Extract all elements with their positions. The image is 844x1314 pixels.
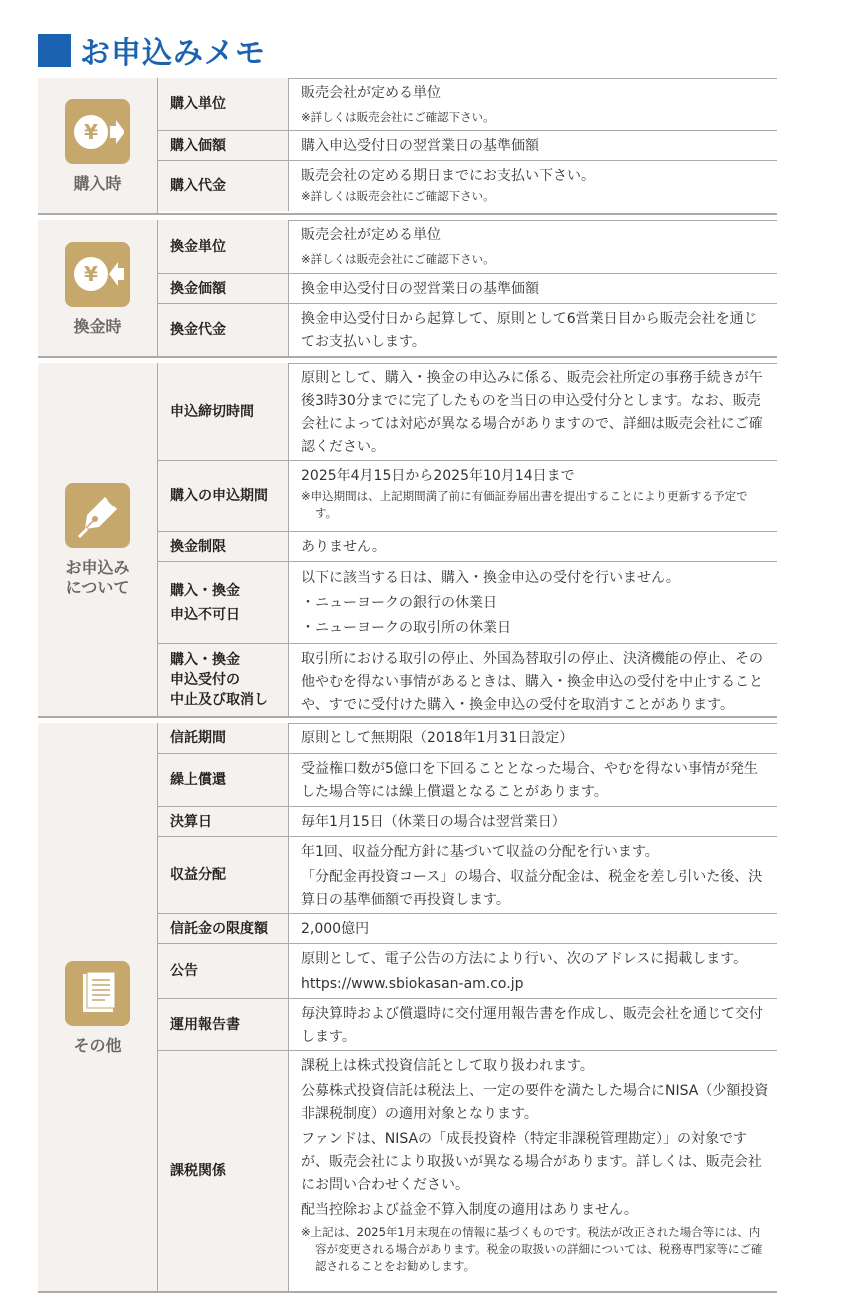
row-label: 換金制限 bbox=[158, 532, 289, 561]
table-row bbox=[158, 644, 777, 716]
row-label: 申込締切時間 bbox=[158, 363, 289, 460]
row-value: 換金申込受付日から起算して、原則として6営業日目から販売会社を通じてお支払いします。 bbox=[301, 311, 758, 350]
table-row bbox=[158, 914, 777, 944]
table-row bbox=[158, 363, 777, 461]
page-title: お申込みメモ bbox=[80, 36, 266, 71]
table-row bbox=[158, 131, 777, 161]
row-label: 換金価額 bbox=[158, 274, 289, 303]
svg-text:¥: ¥ bbox=[83, 119, 98, 144]
row-label: 購入単位 bbox=[158, 78, 289, 130]
row-label: 公告 bbox=[158, 944, 289, 998]
table-row bbox=[158, 304, 777, 356]
row-label: 購入・換金 申込不可日 bbox=[158, 562, 289, 643]
redemption-category-label: 換金時 bbox=[73, 316, 122, 336]
row-value: 取引所における取引の停止、外国為替取引の停止、決済機能の停止、その他やむを得ない事情があるときは、購入・換金申込の受付を中止することや、すでに受付けた購入・換金申込の受付を取消すことがあります。 bbox=[301, 651, 763, 713]
purchase-section bbox=[38, 78, 777, 215]
table-row bbox=[158, 944, 777, 999]
row-label: 繰上償還 bbox=[158, 754, 289, 806]
row-value: 販売会社の定める期日までにお支払い下さい。 ※詳しくは販売会社にご確認下さい。 bbox=[301, 168, 595, 203]
application-category bbox=[38, 363, 158, 718]
row-label: 購入・換金 申込受付の 中止及び取消し bbox=[158, 644, 289, 716]
table-row bbox=[158, 723, 777, 754]
row-value: ありません。 bbox=[301, 539, 386, 555]
table-row bbox=[158, 461, 777, 532]
purchase-category-label: 購入時 bbox=[73, 174, 122, 193]
other-category bbox=[38, 723, 158, 1293]
row-value: 課税上は株式投資信託として取り扱われます。 公募株式投資信託は税法上、一定の要件を満たした場合にNISA（少額投資非課税制度）の適用対象となります。 ファンドは、NISAの「成長投資枠（特定非課税管理勘定）」の対象ですが、販売会社により取扱いが異なる場合があります。詳しくは、販売会社にお問い合わせください。 配当控除および益金不算入制度の適用はありません。 ※上記は、2025年1月末現在の情報に基づくものです。税法が改正された場合等には、内容が変更される場合があります。税金の取扱いの詳細については、税務専門家等にご確認されることをお勧めします。 bbox=[301, 1058, 769, 1273]
row-value: 販売会社が定める単位 ※詳しくは販売会社にご確認下さい。 bbox=[301, 85, 495, 124]
redemption-category bbox=[38, 220, 158, 358]
row-label: 信託金の限度額 bbox=[158, 914, 289, 943]
row-label: 購入の申込期間 bbox=[158, 461, 289, 531]
purchase-category bbox=[38, 78, 158, 215]
application-section bbox=[38, 363, 777, 718]
row-label: 信託期間 bbox=[158, 723, 289, 753]
yen-arrow-in-icon bbox=[65, 99, 130, 164]
row-value: 毎決算時および償還時に交付運用報告書を作成し、販売会社を通じて交付します。 bbox=[301, 1006, 763, 1045]
title-marker bbox=[38, 34, 71, 67]
application-category-label: お申込み について bbox=[65, 558, 130, 597]
row-label: 運用報告書 bbox=[158, 999, 289, 1050]
yen-arrow-out-icon bbox=[65, 242, 130, 307]
row-value: 2,000億円 bbox=[301, 921, 370, 937]
website-link[interactable]: https://www.sbiokasan-am.co.jp bbox=[301, 976, 524, 992]
row-label: 換金代金 bbox=[158, 304, 289, 356]
row-label: 購入代金 bbox=[158, 161, 289, 211]
table-row bbox=[158, 220, 777, 274]
other-section bbox=[38, 723, 777, 1293]
row-value: 2025年4月15日から2025年10月14日まで ※申込期間は、上記期間満了前に有価証券届出書を提出することにより更新する予定です。 bbox=[301, 468, 748, 520]
row-label: 購入価額 bbox=[158, 131, 289, 160]
table-row bbox=[158, 161, 777, 211]
row-value: 販売会社が定める単位 ※詳しくは販売会社にご確認下さい。 bbox=[301, 227, 495, 266]
table-row bbox=[158, 754, 777, 807]
table-row bbox=[158, 1051, 777, 1291]
table-row bbox=[158, 807, 777, 837]
row-value: 原則として、電子公告の方法により行い、次のアドレスに掲載します。 https://www.sbiokasan-am.co.jp bbox=[289, 944, 777, 998]
row-label: 課税関係 bbox=[158, 1051, 289, 1291]
row-value: 原則として、購入・換金の申込みに係る、販売会社所定の事務手続きが午後3時30分までに完了したものを当日の申込受付分とします。なお、販売会社によっては対応が異なる場合がありますので、詳細は販売会社にご確認ください。 bbox=[301, 370, 763, 455]
table-row bbox=[158, 274, 777, 304]
other-category-label: その他 bbox=[73, 1035, 122, 1055]
row-value: 受益権口数が5億口を下回ることとなった場合、やむを得ない事情が発生した場合等には繰上償還となることがあります。 bbox=[301, 761, 758, 800]
table-row bbox=[158, 999, 777, 1051]
row-label: 換金単位 bbox=[158, 220, 289, 273]
redemption-section bbox=[38, 220, 777, 358]
row-value: 年1回、収益分配方針に基づいて収益の分配を行います。 「分配金再投資コース」の場合、収益分配金は、税金を差し引いた後、決算日の基準価額で再投資します。 bbox=[301, 844, 763, 908]
pen-nib-icon bbox=[65, 483, 130, 548]
row-value: 購入申込受付日の翌営業日の基準価額 bbox=[301, 138, 539, 154]
row-label: 収益分配 bbox=[158, 837, 289, 913]
row-value: 毎年1月15日（休業日の場合は翌営業日） bbox=[301, 814, 566, 830]
row-value: 換金申込受付日の翌営業日の基準価額 bbox=[301, 281, 539, 297]
table-row bbox=[158, 837, 777, 914]
row-label: 決算日 bbox=[158, 807, 289, 836]
table-row bbox=[158, 532, 777, 562]
svg-text:¥: ¥ bbox=[83, 262, 98, 286]
page-header bbox=[38, 30, 266, 70]
document-icon bbox=[65, 961, 130, 1026]
row-value: 以下に該当する日は、購入・換金申込の受付を行いません。 ・ニューヨークの銀行の休業日 ・ニューヨークの取引所の休業日 bbox=[301, 570, 680, 636]
table-row bbox=[158, 78, 777, 131]
row-value: 原則として無期限（2018年1月31日設定） bbox=[301, 730, 574, 746]
table-row bbox=[158, 562, 777, 644]
